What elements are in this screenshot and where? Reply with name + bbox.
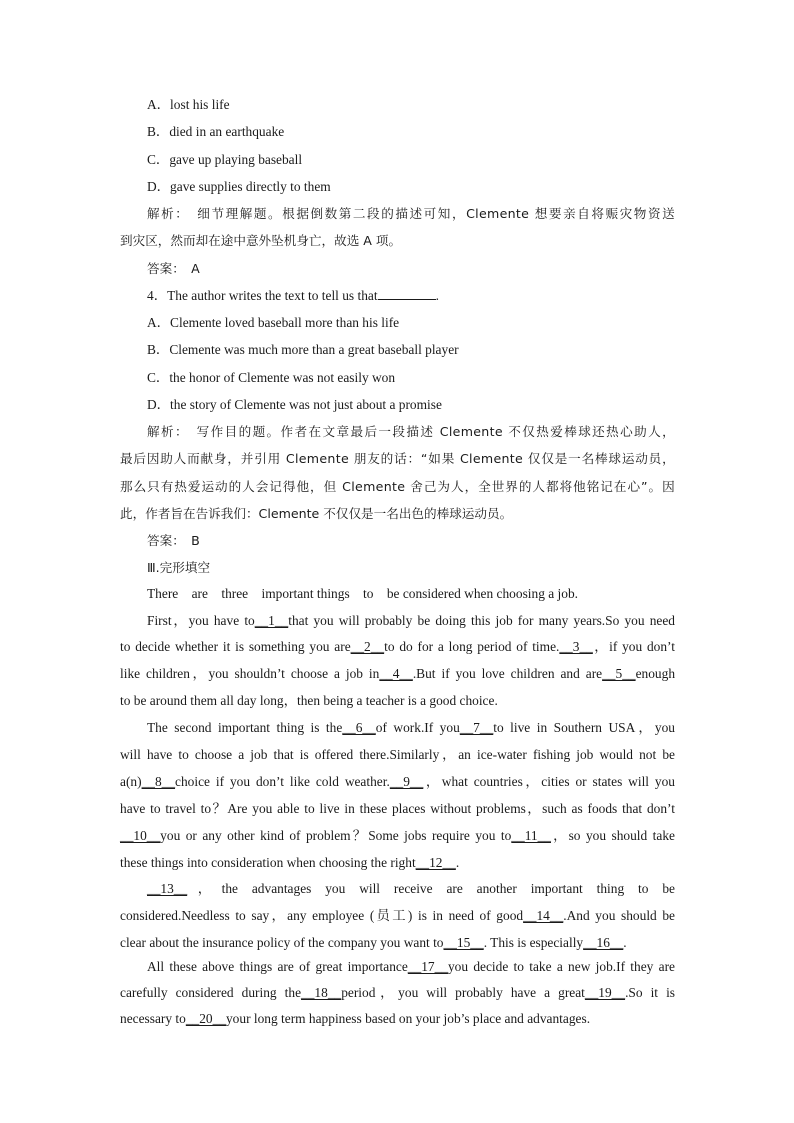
cloze-p1-line-2: to decide whether it is something you are__2__to do for a long period of time.__3__，if you don’t — [120, 639, 675, 654]
q4-stem-end: . — [435, 288, 439, 303]
blank-14: __14__ — [523, 908, 564, 923]
cloze-p2-line-4: have to travel to？Are you able to live in these places without problems，such as foods that don’t — [120, 801, 675, 816]
blank-10: __10__ — [120, 828, 161, 843]
q3-option-a: A．lost his life — [147, 97, 230, 112]
cloze-p4-line-3: necessary to__20__your long term happiness based on your job’s place and advantages. — [120, 1011, 591, 1026]
cloze-intro: There are three important things to be considered when choosing a job. — [147, 586, 578, 601]
blank-9: __9__ — [389, 774, 424, 789]
q4-stem — [147, 287, 439, 305]
cloze-p1-line-3: like children，you shouldn’t choose a job in__4__.But if you love children and are__5__enough — [120, 666, 676, 681]
blank-18: __18__ — [301, 985, 342, 1000]
q4-option-b: B．Clemente was much more than a great baseball player — [147, 342, 459, 357]
blank-2: __2__ — [350, 639, 385, 654]
q4-option-d: D．the story of Clemente was not just about a promise — [147, 397, 442, 412]
blank-1: __1__ — [254, 613, 289, 628]
blank-13: __13__ — [147, 881, 188, 896]
blank-20: __20__ — [185, 1011, 226, 1026]
q4-analysis-line-1: 解析： 写作目的题。作者在文章最后一段描述 Clemente 不仅热爱棒球还热心助人， — [147, 424, 675, 439]
q3-option-d: D．gave supplies directly to them — [147, 179, 331, 194]
cloze-p1-line-1: First，you have to__1__that you will probably be doing this job for many years.So you need — [147, 613, 675, 628]
blank-3: __3__ — [559, 639, 593, 654]
blank-7: __7__ — [459, 720, 494, 735]
q4-analysis-line-2: 最后因助人而献身，并引用 Clemente 朋友的话：“如果 Clemente 仅仅是一名棒球运动员， — [120, 451, 675, 466]
q4-analysis-line-4: 此，作者旨在告诉我们：Clemente 不仅仅是一名出色的棒球运动员。 — [120, 506, 513, 521]
cloze-p2-line-2: will have to choose a job that is offered there.Similarly，an ice-water fishing job would not be — [120, 747, 675, 762]
blank-8: __8__ — [141, 774, 176, 789]
cloze-p2-line-1: The second important thing is the__6__of work.If you__7__to live in Southern USA，you — [147, 720, 675, 735]
section-title: Ⅲ.完形填空 — [147, 560, 211, 575]
blank-17: __17__ — [407, 959, 448, 974]
q3-analysis-line-2: 到灾区，然而却在途中意外坠机身亡，故选 A 项。 — [120, 233, 402, 248]
q3-analysis-line-1: 解析： 细节理解题。根据倒数第二段的描述可知，Clemente 想要亲自将赈灾物资送 — [147, 206, 675, 221]
cloze-p2-line-3: a(n)__8__choice if you don’t like cold weather.__9__，what countries，cities or states will you — [120, 774, 675, 789]
blank-6: __6__ — [342, 720, 376, 735]
blank-11: __11__ — [511, 828, 551, 843]
blank-15: __15__ — [443, 935, 484, 950]
q4-option-a: A．Clemente loved baseball more than his life — [147, 315, 400, 330]
q3-answer: 答案： A — [147, 261, 200, 276]
blank-5: __5__ — [602, 666, 636, 681]
q4-answer: 答案： B — [147, 533, 200, 548]
cloze-p3-line-3: clear about the insurance policy of the company you want to__15__. This is especially__16__. — [120, 935, 627, 950]
cloze-p2-line-6: these things into consideration when choosing the right__12__. — [120, 855, 460, 870]
q4-analysis-line-3: 那么只有热爱运动的人会记得他，但 Clemente 舍己为人，全世界的人都将他铭记在心”。因 — [120, 479, 675, 494]
blank-4: __4__ — [379, 666, 413, 681]
q4-stem-text: 4．The author writes the text to tell us that — [147, 288, 378, 303]
blank-19: __19__ — [584, 985, 626, 1000]
blank-12: __12__ — [415, 855, 456, 870]
cloze-p4-line-1: All these above things are of great importance__17__you decide to take a new job.If they are — [147, 959, 675, 974]
blank-16: __16__ — [583, 935, 624, 950]
q3-option-c: C．gave up playing baseball — [147, 152, 303, 167]
q4-answer-blank — [378, 299, 436, 300]
cloze-p4-line-2: carefully considered during the__18__period，you will probably have a great__19__.So it is — [120, 985, 676, 1000]
q4-option-c: C．the honor of Clemente was not easily won — [147, 370, 396, 385]
cloze-p3-line-1: __13__，the advantages you will receive are another important thing to be — [147, 881, 675, 896]
q3-option-b: B．died in an earthquake — [147, 124, 285, 139]
cloze-p3-line-2: considered.Needless to say，any employee (员工) is in need of good__14__.And you should be — [120, 908, 676, 923]
cloze-p2-line-5: __10__you or any other kind of problem？Some jobs require you to__11__，so you should take — [120, 828, 675, 843]
cloze-p1-line-4: to be around them all day long，then being a teacher is a good choice. — [120, 693, 498, 708]
